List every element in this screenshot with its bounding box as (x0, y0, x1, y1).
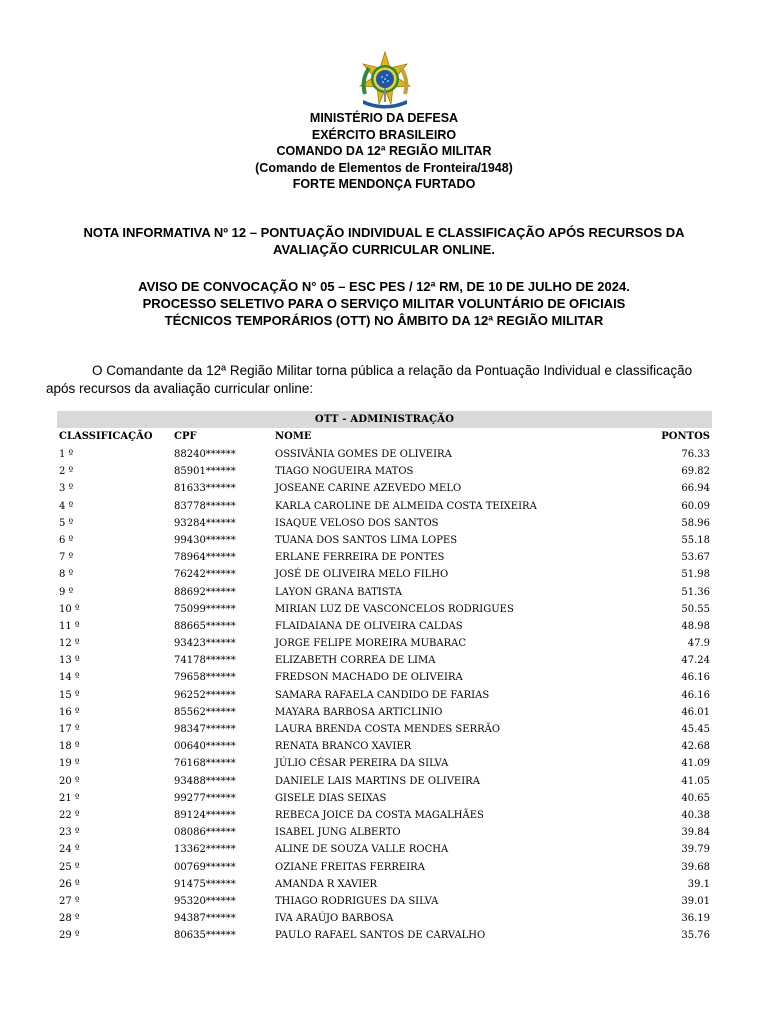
classificacao-cell: 3 º (59, 483, 74, 495)
nota-line: AVALIAÇÃO CURRICULAR ONLINE. (273, 242, 495, 257)
nome-cell: GISELE DIAS SEIXAS (275, 792, 387, 804)
header-line: MINISTÉRIO DA DEFESA (309, 111, 459, 125)
pontos-cell: 66.94 (681, 483, 710, 495)
table-row (57, 463, 712, 480)
classificacao-cell: 10 º (59, 603, 80, 615)
nome-cell: FREDSON MACHADO DE OLIVEIRA (275, 672, 463, 684)
aviso-line: AVISO DE CONVOCAÇÃO N° 05 – ESC PES / 12ª RM, DE 10 DE JULHO DE 2024. (138, 279, 630, 294)
nome-cell: ISAQUE VELOSO DOS SANTOS (275, 517, 439, 529)
pontos-cell: 39.1 (687, 878, 710, 890)
pontos-cell: 40.38 (681, 809, 710, 821)
classificacao-cell: 22 º (59, 809, 80, 821)
nome-cell: FLAIDAIANA DE OLIVEIRA CALDAS (275, 620, 463, 632)
nome-cell: DANIELE LAIS MARTINS DE OLIVEIRA (275, 775, 480, 787)
cpf-cell: 85562****** (174, 706, 236, 718)
table-row (57, 824, 712, 841)
pontos-cell: 53.67 (681, 552, 710, 564)
nome-cell: LAYON GRANA BATISTA (275, 586, 402, 598)
nome-cell: IVA ARAÚJO BARBOSA (275, 913, 394, 925)
table-row (57, 755, 712, 772)
nome-cell: OZIANE FREITAS FERREIRA (275, 861, 425, 873)
nome-cell: TIAGO NOGUEIRA MATOS (275, 466, 414, 478)
nome-cell: ELIZABETH CORREA DE LIMA (275, 655, 436, 667)
header-line: COMANDO DA 12ª REGIÃO MILITAR (276, 144, 492, 158)
table-row (57, 498, 712, 515)
pontos-cell: 39.68 (681, 861, 710, 873)
classificacao-cell: 13 º (59, 655, 80, 667)
classificacao-cell: 9 º (59, 586, 74, 598)
pontos-cell: 51.98 (681, 569, 710, 581)
nome-cell: KARLA CAROLINE DE ALMEIDA COSTA TEIXEIRA (275, 500, 537, 512)
classificacao-cell: 23 º (59, 827, 80, 839)
table-row (57, 515, 712, 532)
cpf-cell: 78964****** (174, 552, 236, 564)
table-row (57, 687, 712, 704)
classificacao-cell: 14 º (59, 672, 80, 684)
table-row (57, 859, 712, 876)
classificacao-cell: 2 º (59, 466, 74, 478)
pontos-cell: 55.18 (681, 534, 710, 546)
pontos-cell: 39.84 (681, 827, 710, 839)
pontos-cell: 58.96 (681, 517, 710, 529)
nome-cell: TUANA DOS SANTOS LIMA LOPES (275, 534, 458, 546)
pontos-cell: 76.33 (681, 449, 710, 460)
nome-cell: REBECA JOICE DA COSTA MAGALHÃES (275, 809, 484, 821)
cpf-cell: 91475****** (174, 878, 236, 890)
pontos-cell: 41.05 (681, 775, 710, 787)
header-line: FORTE MENDONÇA FURTADO (292, 177, 476, 191)
classificacao-cell: 11 º (59, 620, 80, 632)
institution-header (0, 110, 768, 193)
table-title: OTT - ADMINISTRAÇÃO (57, 411, 712, 428)
cpf-cell: 74178****** (174, 655, 236, 667)
table-row (57, 773, 712, 790)
table-row (57, 790, 712, 807)
pontos-cell: 50.55 (681, 603, 710, 615)
classificacao-cell: 28 º (59, 913, 80, 925)
pontos-cell: 36.19 (681, 913, 710, 925)
intro-line: O Comandante da 12ª Região Militar torna pública a relação da Pontuação Individual e classificação (92, 363, 693, 378)
nome-cell: JÚLIO CÉSAR PEREIRA DA SILVA (275, 758, 449, 770)
classificacao-cell: 25 º (59, 861, 80, 873)
table-header-row (57, 428, 712, 446)
table-row (57, 601, 712, 618)
classificacao-cell: 12 º (59, 638, 80, 650)
cpf-cell: 93488****** (174, 775, 236, 787)
cpf-cell: 13362****** (174, 844, 236, 856)
classificacao-cell: 15 º (59, 689, 80, 701)
table-row (57, 549, 712, 566)
cpf-cell: 00769****** (174, 861, 236, 873)
table-row (57, 566, 712, 583)
cpf-cell: 93423****** (174, 638, 236, 650)
table-row (57, 927, 712, 944)
cpf-cell: 94387****** (174, 913, 236, 925)
intro-paragraph (46, 362, 722, 398)
nome-cell: JOSEANE CARINE AZEVEDO MELO (275, 483, 462, 495)
aviso-line: TÉCNICOS TEMPORÁRIOS (OTT) NO ÂMBITO DA 12ª REGIÃO MILITAR (164, 313, 604, 328)
pontos-cell: 51.36 (681, 586, 710, 598)
pontos-cell: 41.09 (681, 758, 710, 770)
nome-cell: JOSÉ DE OLIVEIRA MELO FILHO (275, 569, 449, 581)
pontos-cell: 48.98 (681, 620, 710, 632)
cpf-cell: 88240****** (174, 449, 236, 460)
nome-cell: OSSIVÂNIA GOMES DE OLIVEIRA (275, 449, 452, 460)
aviso-convocacao-title (60, 278, 708, 329)
table-row (57, 807, 712, 824)
classificacao-cell: 19 º (59, 758, 80, 770)
pontos-cell: 45.45 (681, 724, 710, 735)
classificacao-cell: 6 º (59, 534, 74, 546)
cpf-cell: 98347****** (174, 724, 236, 735)
results-table (57, 411, 712, 944)
classificacao-cell: 24 º (59, 844, 80, 856)
classificacao-cell: 8 º (59, 569, 74, 581)
table-row (57, 876, 712, 893)
table-row (57, 669, 712, 686)
nome-cell: RENATA BRANCO XAVIER (275, 741, 412, 753)
cpf-cell: 83778****** (174, 500, 236, 512)
classificacao-cell: 5 º (59, 517, 74, 529)
cpf-cell: 00640****** (174, 741, 236, 753)
classificacao-cell: 4 º (59, 500, 74, 512)
table-row (57, 652, 712, 669)
table-row (57, 532, 712, 549)
table-row (57, 584, 712, 601)
table-row (57, 704, 712, 721)
cpf-cell: 79658****** (174, 672, 236, 684)
aviso-line: PROCESSO SELETIVO PARA O SERVIÇO MILITAR VOLUNTÁRIO DE OFICIAIS (142, 296, 626, 311)
classificacao-cell: 20 º (59, 775, 80, 787)
pontos-cell: 35.76 (681, 930, 710, 942)
cpf-cell: 95320****** (174, 895, 236, 907)
classificacao-cell: 7 º (59, 552, 74, 564)
cpf-cell: 81633****** (174, 483, 236, 495)
nome-cell: LAURA BRENDA COSTA MENDES SERRÃO (275, 724, 501, 735)
header-line: (Comando de Elementos de Fronteira/1948) (255, 160, 513, 175)
cpf-cell: 93284****** (174, 517, 236, 529)
header-line: EXÉRCITO BRASILEIRO (311, 127, 457, 142)
table-row (57, 446, 712, 463)
nota-informativa-title (60, 224, 708, 258)
table-row (57, 618, 712, 635)
nome-cell: THIAGO RODRIGUES DA SILVA (275, 895, 439, 907)
table-row (57, 841, 712, 858)
classificacao-cell: 26 º (59, 878, 80, 890)
nome-cell: MAYARA BARBOSA ARTICLINIO (275, 706, 443, 718)
column-header-nome: NOME (275, 431, 312, 442)
nome-cell: ISABEL JUNG ALBERTO (275, 827, 401, 839)
table-row (57, 910, 712, 927)
pontos-cell: 42.68 (681, 741, 710, 753)
cpf-cell: 96252****** (174, 689, 236, 701)
column-header-classificacao: CLASSIFICAÇÃO (59, 431, 153, 442)
cpf-cell: 76168****** (174, 758, 236, 770)
nota-line: NOTA INFORMATIVA Nº 12 – PONTUAÇÃO INDIVIDUAL E CLASSIFICAÇÃO APÓS RECURSOS DA (83, 225, 685, 240)
column-header-pontos: PONTOS (661, 431, 710, 442)
nome-cell: SAMARA RAFAELA CANDIDO DE FARIAS (275, 689, 490, 701)
cpf-cell: 89124****** (174, 809, 236, 821)
coat-of-arms-icon (355, 50, 415, 112)
classificacao-cell: 27 º (59, 895, 80, 907)
classificacao-cell: 1 º (59, 449, 74, 460)
cpf-cell: 88665****** (174, 620, 236, 632)
nome-cell: PAULO RAFAEL SANTOS DE CARVALHO (275, 930, 486, 942)
pontos-cell: 46.01 (681, 706, 710, 718)
cpf-cell: 08086****** (174, 827, 236, 839)
table-row (57, 480, 712, 497)
table-row (57, 721, 712, 738)
classificacao-cell: 18 º (59, 741, 80, 753)
classificacao-cell: 16 º (59, 706, 80, 718)
table-row (57, 738, 712, 755)
pontos-cell: 46.16 (681, 672, 710, 684)
nome-cell: ALINE DE SOUZA VALLE ROCHA (275, 844, 449, 856)
pontos-cell: 46.16 (681, 689, 710, 701)
cpf-cell: 80635****** (174, 930, 236, 942)
cpf-cell: 76242****** (174, 569, 236, 581)
column-header-cpf: CPF (174, 431, 197, 442)
pontos-cell: 69.82 (681, 466, 710, 478)
pontos-cell: 47.9 (687, 638, 710, 650)
nome-cell: MIRIAN LUZ DE VASCONCELOS RODRIGUES (275, 603, 514, 615)
classificacao-cell: 29 º (59, 930, 80, 942)
pontos-cell: 60.09 (681, 500, 710, 512)
pontos-cell: 47.24 (681, 655, 710, 667)
table-row (57, 893, 712, 910)
table-row (57, 635, 712, 652)
cpf-cell: 99430****** (174, 534, 236, 546)
cpf-cell: 85901****** (174, 466, 236, 478)
coat-of-arms-emblem (355, 50, 415, 112)
pontos-cell: 40.65 (681, 792, 710, 804)
pontos-cell: 39.79 (681, 844, 710, 856)
nome-cell: AMANDA R XAVIER (275, 878, 378, 890)
classificacao-cell: 21 º (59, 792, 80, 804)
cpf-cell: 99277****** (174, 792, 236, 804)
pontos-cell: 39.01 (681, 895, 710, 907)
nome-cell: JORGE FELIPE MOREIRA MUBARAC (275, 638, 467, 650)
nome-cell: ERLANE FERREIRA DE PONTES (275, 552, 445, 564)
intro-line: após recursos da avaliação curricular online: (46, 381, 314, 396)
cpf-cell: 75099****** (174, 603, 236, 615)
cpf-cell: 88692****** (174, 586, 236, 598)
classificacao-cell: 17 º (59, 724, 80, 735)
table-body (57, 446, 712, 944)
